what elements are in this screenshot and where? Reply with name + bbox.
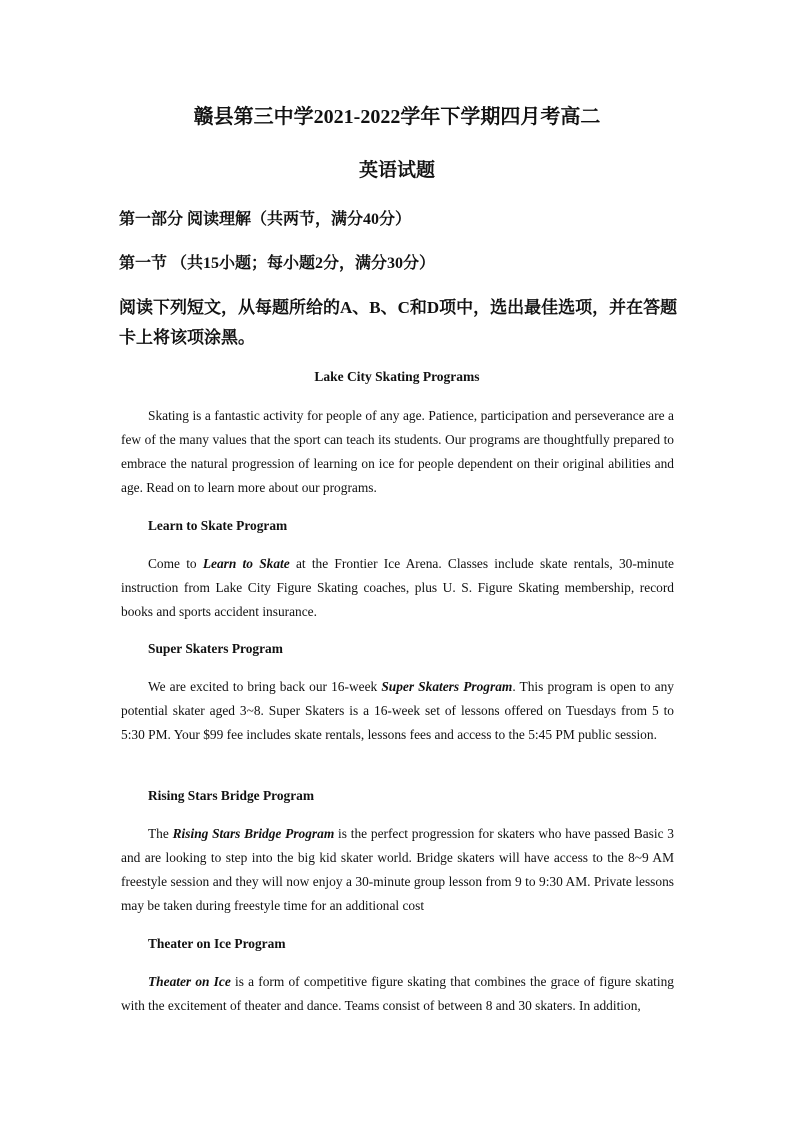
program-rest: at the Frontier Ice Arena. Classes include skate rentals, 30-minute instruction from Lake City Figure Skating coaches, plus U. S. Figure Skating membership, record books and sports accident insurance. [121, 556, 674, 619]
passage-intro: Skating is a fantastic activity for people of any age. Patience, participation and perseverance are a few of the many values that the sport can teach its students. Our programs are thoughtfully prepared to embrace the natural progression of learning on ice for people dependent on their original abilities and age. Read on to learn more about our programs. [121, 408, 674, 495]
program-name-emphasis: Theater on Ice [148, 974, 231, 989]
program-text-learn-to-skate [121, 552, 674, 624]
program-rest: is a form of competitive figure skating that combines the grace of figure skating with the excitement of theater and dance. Teams consist of between 8 and 30 skaters. In addition, [121, 974, 674, 1013]
program-heading-theater-on-ice: Theater on Ice Program [148, 936, 286, 951]
program-heading-super-skaters: Super Skaters Program [148, 641, 283, 656]
program-lead: Come to [148, 556, 203, 571]
exam-subject: 英语试题 [358, 160, 435, 181]
program-lead: The [148, 826, 173, 841]
program-heading-learn-to-skate: Learn to Skate Program [148, 518, 288, 533]
reading-instruction: 阅读下列短文，从每题所给的A、B、C和D项中，选出最佳选项，并在答题卡上将该项涂黑。 [119, 298, 678, 347]
program-text-theater-on-ice [121, 970, 674, 1018]
part-heading: 第一部分 阅读理解（共两节，满分40分） [119, 211, 412, 228]
subpart-heading: 第一节 （共15小题；每小题2分，满分30分） [119, 255, 436, 272]
program-lead: We are excited to bring back our 16-week [148, 679, 382, 694]
program-rest: . This program is open to any potential skater aged 3~8. Super Skaters is a 16-week set of lessons offered on Tuesdays from 5 to 5:30 PM. Your $99 fee includes skate rentals, lessons fees and access to the 5:45 PM public session. [121, 679, 674, 742]
program-name-emphasis: Rising Stars Bridge Program [172, 826, 335, 841]
program-text-rising-stars [121, 822, 674, 918]
program-text-super-skaters [121, 675, 674, 747]
passage-title: Lake City Skating Programs [314, 369, 480, 384]
program-rest: is the perfect progression for skaters who have passed Basic 3 and are looking to step into the big kid skater world. Bridge skaters will have access to the 8~9 AM freestyle session and they will now enjoy a 30-minute group lesson from 9 to 9:30 AM. Private lessons may be taken during freestyle time for an additional cost [121, 826, 674, 913]
program-name-emphasis: Learn to Skate [202, 556, 290, 571]
program-name-emphasis: Super Skaters Program [381, 679, 513, 694]
program-heading-rising-stars: Rising Stars Bridge Program [148, 788, 315, 803]
exam-title: 赣县第三中学2021-2022学年下学期四月考高二 [193, 106, 601, 128]
